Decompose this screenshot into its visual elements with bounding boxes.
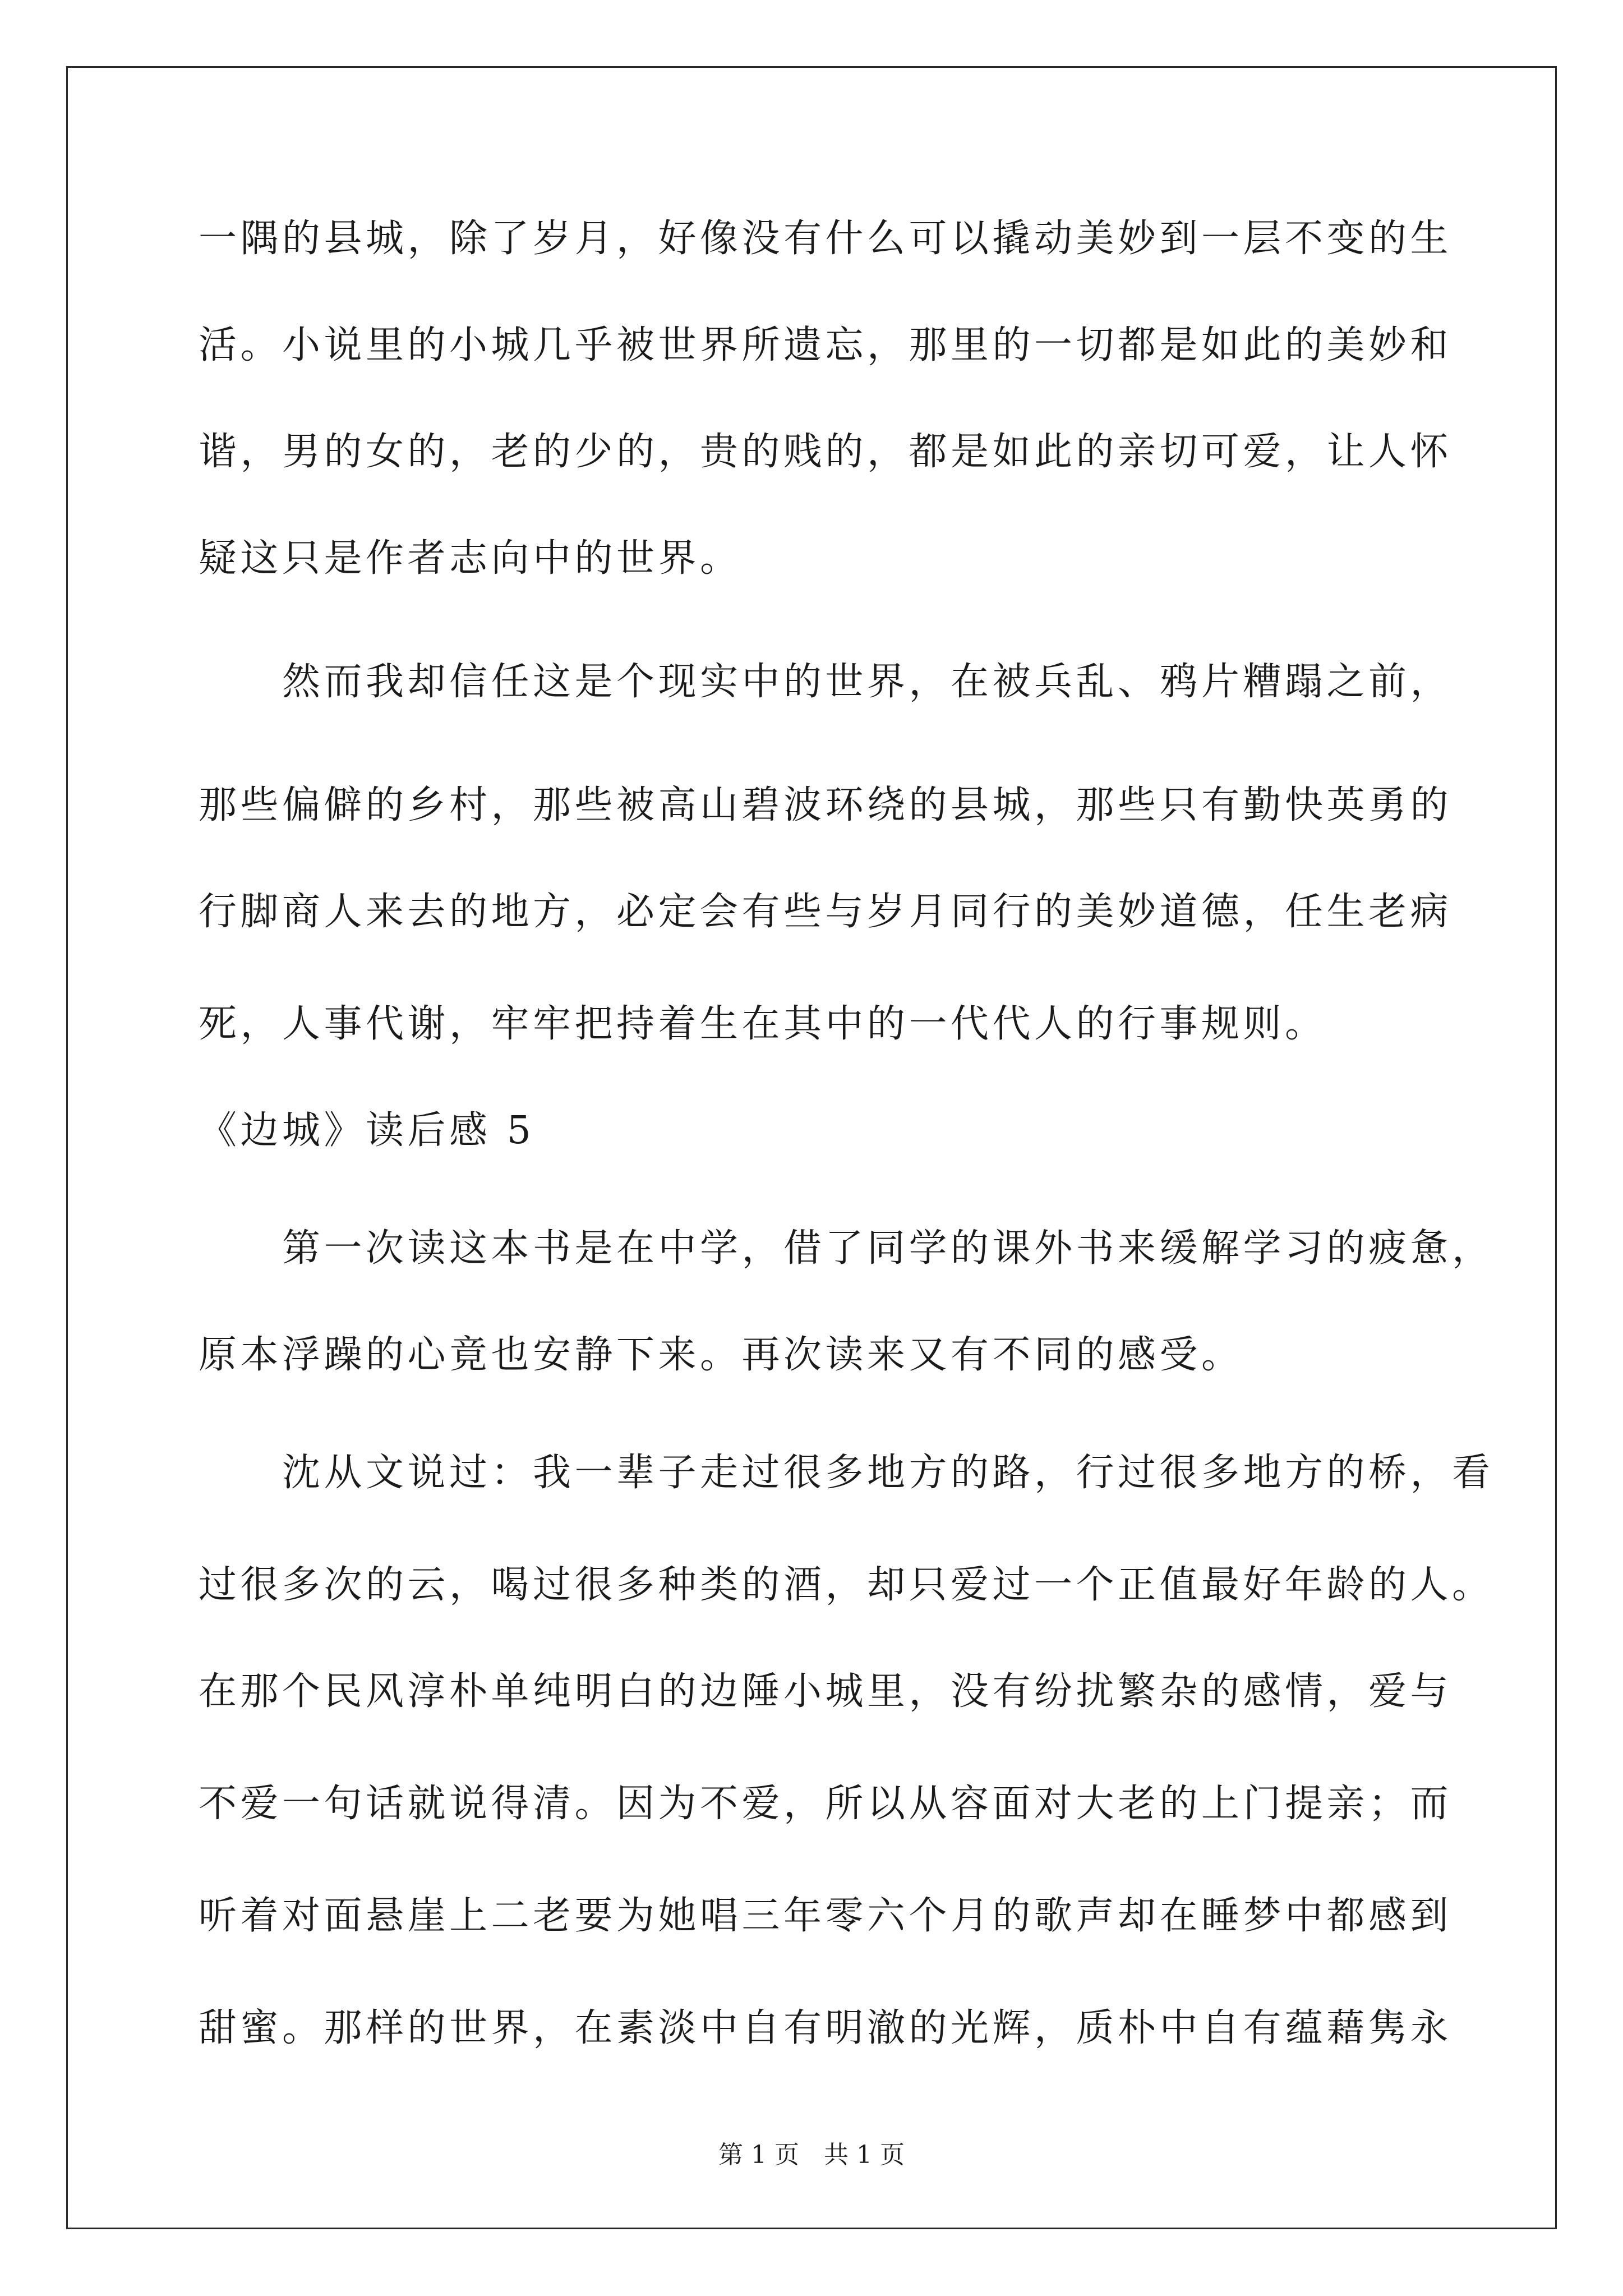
text-line-16: 听着对面悬崖上二老要为她唱三年零六个月的歌声却在睡梦中都感到 [199, 1894, 1453, 1938]
section-heading: 《边城》读后感 5 [199, 1108, 535, 1153]
page-number-footer: 第 1 页 共 1 页 [718, 2141, 905, 2169]
text-line-8: 死，人事代谢，牢牢把持着生在其中的一代代人的行事规则。 [199, 1002, 1327, 1046]
text-line-6: 那些偏僻的乡村，那些被高山碧波环绕的县城，那些只有勤快英勇的 [199, 783, 1453, 827]
text-line-3: 谐，男的女的，老的少的，贵的贱的，都是如此的亲切可爱，让人怀 [199, 430, 1453, 474]
text-line-11: 原本浮躁的心竟也安静下来。再次读来又有不同的感受。 [199, 1333, 1243, 1377]
text-line-5: 然而我却信任这是个现实中的世界，在被兵乱、鸦片糟蹋之前， [199, 660, 1453, 704]
text-line-1: 一隅的县城，除了岁月，好像没有什么可以撬动美妙到一层不变的生 [199, 217, 1453, 261]
text-line-4: 疑这只是作者志向中的世界。 [199, 536, 742, 581]
text-line-2: 活。小说里的小城几乎被世界所遗忘，那里的一切都是如此的美妙和 [199, 323, 1453, 367]
text-line-14: 在那个民风淳朴单纯明白的边陲小城里，没有纷扰繁杂的感情，爱与 [199, 1669, 1453, 1714]
text-line-7: 行脚商人来去的地方，必定会有些与岁月同行的美妙道德，任生老病 [199, 890, 1453, 934]
text-line-10: 第一次读这本书是在中学，借了同学的课外书来缓解学习的疲惫， [199, 1226, 1494, 1271]
text-line-17: 甜蜜。那样的世界，在素淡中自有明澈的光辉，质朴中自有蕴藉隽永 [199, 2006, 1453, 2050]
text-line-13: 过很多次的云，喝过很多种类的酒，却只爱过一个正值最好年龄的人。 [199, 1563, 1494, 1607]
text-line-15: 不爱一句话就说得清。因为不爱，所以从容面对大老的上门提亲；而 [199, 1782, 1453, 1826]
text-line-12: 沈从文说过：我一辈子走过很多地方的路，行过很多地方的桥，看 [199, 1451, 1494, 1495]
